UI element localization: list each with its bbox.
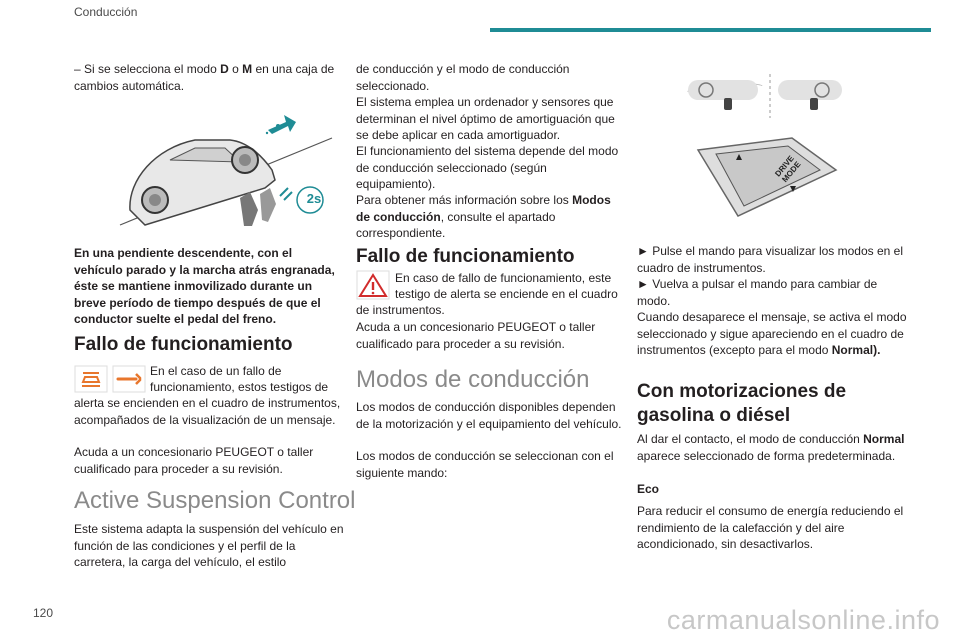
fault-text-col2-l1: En caso de fallo de funcionamiento, este — [395, 271, 612, 285]
asc-continued-text: de conducción y el modo de conducción seleccionado. — [356, 62, 570, 93]
fault-text-col2-l3: de instrumentos. — [356, 303, 445, 317]
fault-text-col1-l2: funcionamiento, estos testigos de — [150, 380, 329, 394]
alert-triangle-icon — [356, 270, 390, 300]
modes-text-1: Los modos de conducción disponibles dependen de la motorización y el equipamiento del vehículo. — [356, 400, 622, 431]
modes-text-2: Los modos de conducción se seleccionan con el siguiente mando: — [356, 449, 614, 480]
intro-text: – Si se selecciona el modo D o M en una caja de cambios automática. — [74, 62, 335, 93]
page-number: 120 — [33, 606, 54, 620]
car-slope-illustration — [100, 100, 340, 240]
step-2-text: ► Vuelva a pulsar el mando para cambiar de modo. — [637, 277, 878, 308]
eco-text: Para reducir el consumo de energía reduciendo el rendimiento de la calefacción y del aire acondicionado, sin desactivarlos. — [637, 504, 904, 551]
slope-warning-text: En una pendiente descendente, con el vehículo parado y la marcha atrás engranada, éste se mantiene inmovilizado durante un breve período de tiempo después de que el conductor suelte el pedal del freno. — [74, 246, 335, 326]
asc-text: Este sistema adapta la suspensión del vehículo en función de las condiciones y el perfil de la carretera, la carga del vehículo, el estilo — [74, 522, 344, 569]
header-accent-bar — [490, 28, 931, 32]
fault-text-col2-l4: Acuda a un concesionario PEUGEOT o taller cualificado para proceder a su revisión. — [356, 320, 596, 351]
modes-heading: Modos de conducción — [356, 366, 590, 393]
motorization-heading: Con motorizaciones de gasolina o diésel — [637, 381, 847, 426]
drive-mode-label: DRIVE MODE — [773, 153, 803, 184]
wrench-warning-icon — [112, 365, 146, 393]
more-info-text: Para obtener más información sobre los Modos de conducción, consulte el apartado correspondiente. — [356, 193, 611, 240]
fault-text-col1-l1: En el caso de un fallo de — [150, 364, 282, 378]
mode-active-text: Cuando desaparece el mensaje, se activa el modo seleccionado y sigue apareciendo en el cuadro de instrumentos (excepto para el modo Normal). — [637, 310, 907, 357]
fault-text-col2-l2: testigo de alerta se enciende en el cuadro — [395, 287, 618, 301]
eco-heading: Eco — [637, 482, 660, 496]
step-1-text: ► Pulse el mando para visualizar los modos en el cuadro de instrumentos. — [637, 244, 904, 275]
fault-text-col1-l3: alerta se encienden en el cuadro de instrumentos, acompañados de la visualización de un mensaje. — [74, 396, 341, 427]
fault-heading-col1: Fallo de funcionamiento — [74, 334, 293, 355]
depends-text: El funcionamiento del sistema depende del modo de conducción seleccionado (según equipamiento). — [356, 144, 619, 191]
asc-heading: Active Suspension Control — [74, 487, 356, 514]
ignition-text: Al dar el contacto, el modo de conducción Normal aparece seleccionado de forma predeterminada. — [637, 432, 905, 463]
system-text: El sistema emplea un ordenador y sensores que determinan el nivel óptimo de amortiguación que se debe aplicar en cada amortiguador. — [356, 95, 615, 142]
drive-mode-selector-illustration — [692, 130, 840, 220]
fault-heading-col2: Fallo de funcionamiento — [356, 246, 575, 267]
steering-wheel-controls-illustration — [682, 72, 842, 122]
watermark: carmanualsonline.info — [666, 605, 940, 635]
timer-badge: 2s — [306, 191, 322, 206]
suspension-warning-icon — [74, 365, 108, 393]
fault-text-col1-l4: Acuda a un concesionario PEUGEOT o taller cualificado para proceder a su revisión. — [74, 445, 314, 476]
section-header: Conducción — [74, 5, 138, 19]
